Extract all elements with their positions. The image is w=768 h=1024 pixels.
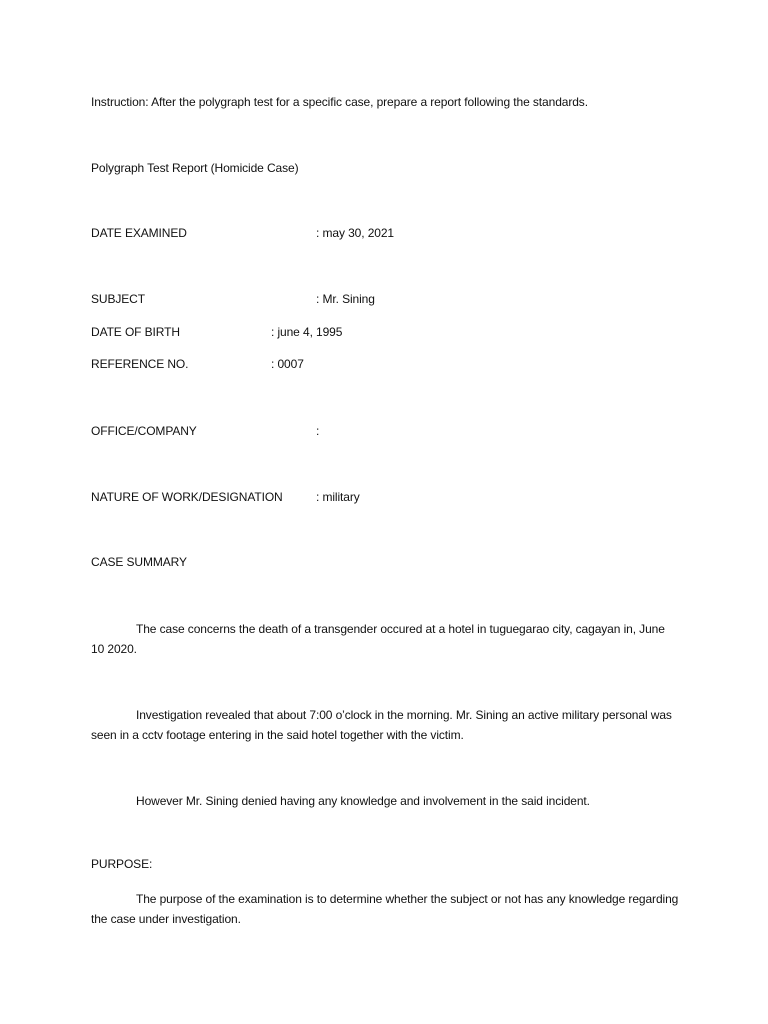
purpose-paragraph: The purpose of the examination is to determine whether the subject or not has any knowledge regarding the case under investigation. [91,892,679,926]
case-summary-paragraph-2: Investigation revealed that about 7:00 o’clock in the morning. Mr. Sining an active military personal was seen in a cctv footage entering in the said hotel together with the victim. [91,708,672,742]
date-of-birth-value: : june 4, 1995 [271,325,343,339]
reference-no-label: REFERENCE NO. [91,357,189,371]
report-title: Polygraph Test Report (Homicide Case) [91,161,299,175]
case-summary-paragraph-3: However Mr. Sining denied having any knowledge and involvement in the said incident. [136,794,590,808]
date-of-birth-label: DATE OF BIRTH [91,325,180,339]
subject-label: SUBJECT [91,292,145,306]
case-summary-heading: CASE SUMMARY [91,555,187,569]
nature-of-work-value: : military [316,490,360,504]
office-company-label: OFFICE/COMPANY [91,424,197,438]
subject-value: : Mr. Sining [316,292,375,306]
date-examined-label: DATE EXAMINED [91,226,187,240]
instruction-text: Instruction: After the polygraph test for a specific case, prepare a report following the standards. [91,95,588,109]
date-examined-value: : may 30, 2021 [316,226,394,240]
purpose-heading: PURPOSE: [91,857,153,871]
office-company-value: : [316,424,320,438]
case-summary-paragraph-1: The case concerns the death of a transgender occured at a hotel in tuguegarao city, cagayan in, June 10 2020. [91,622,665,656]
nature-of-work-label: NATURE OF WORK/DESIGNATION [91,490,283,504]
reference-no-value: : 0007 [271,357,304,371]
